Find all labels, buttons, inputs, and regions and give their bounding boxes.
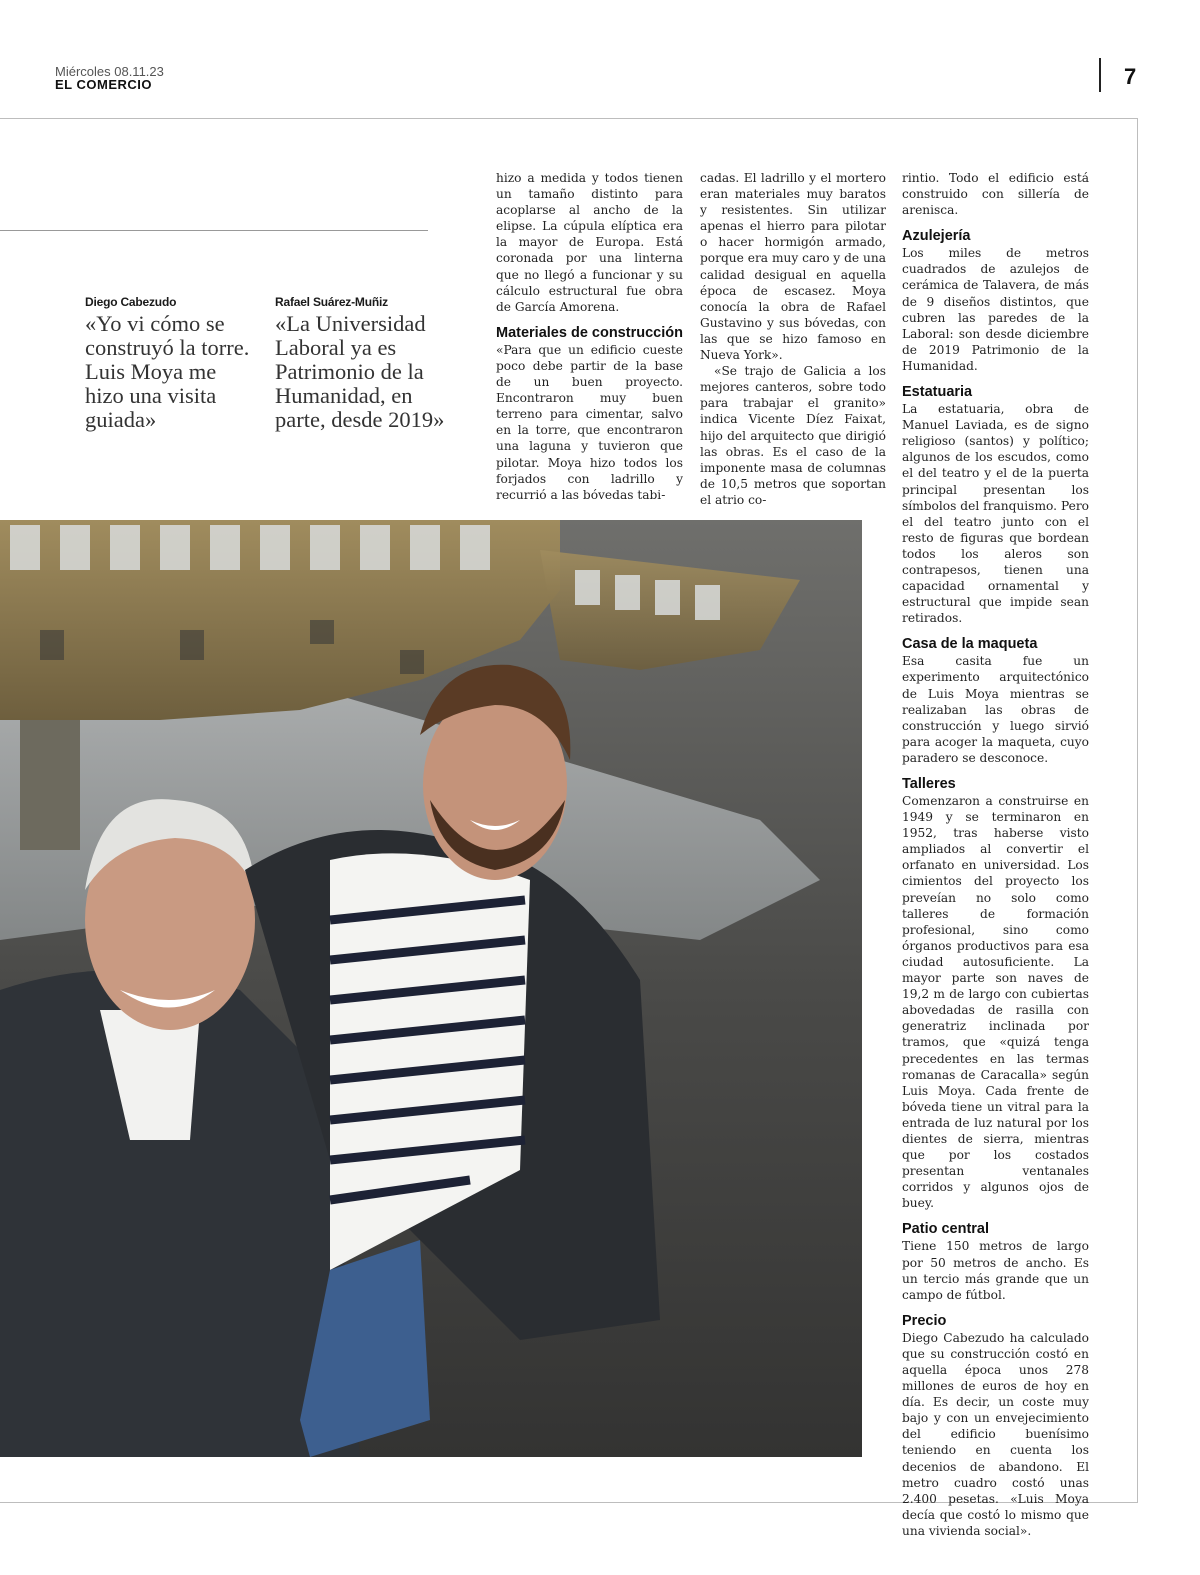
subheading-casa-maqueta: Casa de la maqueta	[902, 636, 1038, 653]
col1-materiales-paragraph: «Para que un edificio cueste poco debe partir de la base de un buen proyecto. Encontraron muy buen terreno para cimentar, salvo en la torre, que encontraron una laguna y tuvieron que pilotar. Moya hizo todos los forjados con ladrillo y recurrió a las bóvedas tabi-	[496, 342, 683, 502]
page-number: 7	[1124, 64, 1137, 89]
col3-intro: rintio. Todo el edificio está construido con sillería de arenisca.	[902, 171, 1089, 218]
estatuaria-text: La estatuaria, obra de Manuel Laviada, es de signo religioso (santos) y político; algunos de los escudos, como el del teatro y el de la puerta principal presentan los símbolos del franquismo. Pero el del teatro junto con el resto de figuras que bordean todos los aleros son contrapesos, tienen una capacidad ornamental y estructural que impide sean retirados.	[902, 402, 1089, 626]
subheading-estatuaria: Estatuaria	[902, 384, 973, 401]
subheading-talleres: Talleres	[902, 776, 956, 792]
subheading-azulejeria: Azulejería	[902, 228, 971, 245]
folio-divider	[1099, 58, 1101, 92]
quote-1-text: «Yo vi cómo se construyó la torre. Luis Moya me hizo una visita guiada»	[85, 311, 250, 432]
body-column-1	[496, 170, 683, 503]
talleres-text: Comenzaron a construirse en 1949 y se terminaron en 1952, tras haberse visto ampliados al convertir el orfanato en universidad. Los cimientos del proyecto los preveían no solo como talleres de formación profesional, sino como órganos productivos para esa ciudad autosuficiente. La mayor parte son naves de 19,2 m de largo con cubiertas abovedadas de rasilla con generatriz inclinada por tramos, que «quizá tenga precedentes en las termas romanas de Caracalla» según Luis Moya. Cada frente de bóveda tiene un vitral para la entrada de luz natural por los dientes de sierra, mientras que por los costados presentan ventanales corridos y algunos ojos de buey.	[902, 794, 1089, 1211]
quote-2-author: Rafael Suárez-Muñiz	[275, 295, 388, 309]
quote-1-author: Diego Cabezudo	[85, 295, 177, 309]
quote-2-text: «La Universidad Laboral ya es Patrimonio de la Humanidad, en parte, desde 2019»	[275, 311, 445, 432]
body-column-2	[700, 170, 886, 508]
col2-paragraph-1: cadas. El ladrillo y el mortero eran materiales muy baratos y resistentes. Sin utilizar apenas el hierro para pilotar o hacer hormigón armado, porque era muy caro y de una calidad desigual en aquella época de escasez. Moya conocía la obra de Rafael Gustavino y sus bóvedas, con las que se hizo famoso en Nueva York».	[700, 171, 886, 363]
azulejeria-text: Los miles de metros cuadrados de azulejos de cerámica de Talavera, de más de 9 diseños distintos, que cubren las paredes de la Laboral: son desde diciembre de 2019 Patrimonio de la Humanidad.	[902, 246, 1089, 373]
patio-central-text: Tiene 150 metros de largo por 50 metros de ancho. Es un tercio más grande que un campo de fútbol.	[902, 1239, 1089, 1302]
body-column-3	[902, 170, 1089, 1539]
precio-text: Diego Cabezudo ha calculado que su construcción costó en aquella época unos 278 millones de euros de hoy en día. Es decir, un coste muy bajo y con un envejecimiento del edificio buenísimo teniendo en cuenta los decenios de abandono. El metro cuadro costó unas 2.400 pesetas. «Luis Moya decía que costó lo mismo que una vivienda social».	[902, 1330, 1089, 1538]
subheading-precio: Precio	[902, 1312, 947, 1329]
issue-date: Miércoles 08.11.23	[55, 64, 164, 79]
subheading-materiales: Materiales de construcción	[496, 324, 683, 341]
header-rule	[0, 230, 428, 231]
col2-paragraph-2: «Se trajo de Galicia a los mejores canteros, sobre todo para trabajar el granito» indica Vicente Díez Faixat, hijo del arquitecto que dirigió las obras. Es el caso de la imponente masa de columnas de 10,5 metros que soportan el atrio co-	[700, 364, 886, 507]
newspaper-name: EL COMERCIO	[55, 77, 152, 92]
main-photo	[0, 520, 862, 1457]
subheading-patio-central: Patio central	[902, 1221, 990, 1238]
casa-maqueta-text: Esa casita fue un experimento arquitectónico de Luis Moya mientras se realizaban las obras de construcción y luego sirvió para acoger la maqueta, cuyo paradero se desconoce.	[902, 654, 1089, 765]
col1-paragraph: hizo a medida y todos tienen un tamaño distinto para acoplarse al ancho de la elipse. La cúpula elíptica era la mayor de Europa. Está coronada por una linterna que no llegó a funcionar y su cálculo estructural fue obra de García Amorena.	[496, 171, 683, 314]
